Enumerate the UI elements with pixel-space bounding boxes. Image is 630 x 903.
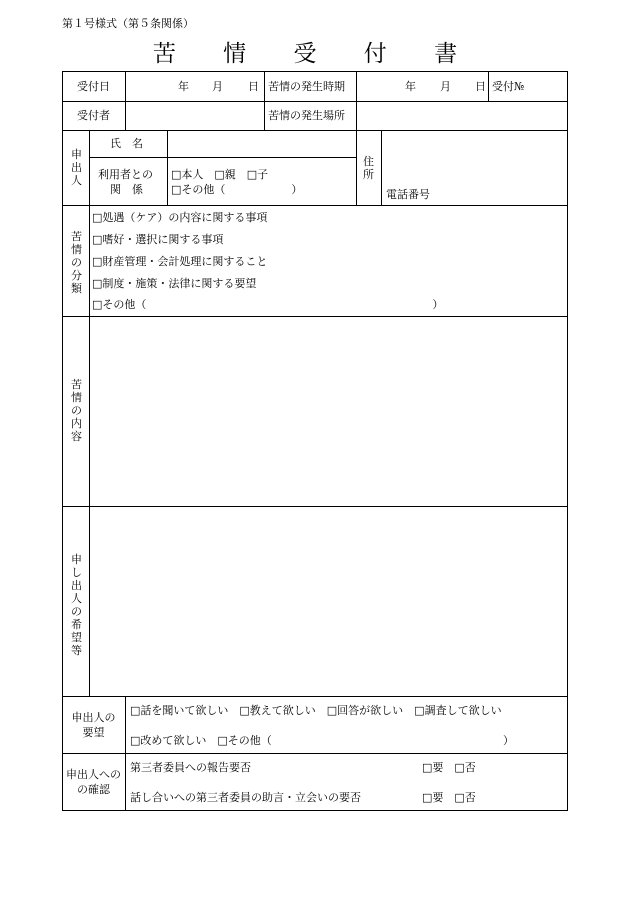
request-options-line-1: □話を聞いて欲しい □教えて欲しい □回答が欲しい □調査して欲しい bbox=[130, 704, 502, 717]
border-right bbox=[567, 71, 568, 810]
request-close-paren: ） bbox=[503, 734, 514, 747]
day-label: 日 bbox=[248, 80, 259, 93]
col-divider bbox=[356, 71, 357, 130]
name-label: 氏 名 bbox=[110, 137, 143, 150]
content-section-label: 苦情の内容 bbox=[71, 378, 82, 443]
occurrence-place-label: 苦情の発生場所 bbox=[268, 109, 345, 122]
content-field[interactable] bbox=[90, 317, 567, 506]
wishes-field[interactable] bbox=[90, 507, 567, 696]
relation-label: 利用者との bbox=[98, 168, 153, 181]
receiver-label: 受付者 bbox=[77, 109, 110, 122]
row-divider bbox=[62, 696, 568, 697]
phone-label: 電話番号 bbox=[386, 188, 430, 201]
month-label: 月 bbox=[212, 80, 223, 93]
reception-date-label: 受付日 bbox=[77, 80, 110, 93]
confirmation-question-2: 話し合いへの第三者委員の助言・立会いの要否 bbox=[130, 791, 361, 804]
col-divider bbox=[381, 130, 382, 205]
day-label: 日 bbox=[475, 80, 486, 93]
occurrence-time-label: 苦情の発生時期 bbox=[268, 80, 345, 93]
classification-section-label: 苦情の分類 bbox=[71, 230, 82, 295]
request-label: 申出人の bbox=[71, 711, 116, 724]
classification-item: □嗜好・選択に関する事項 bbox=[92, 233, 224, 246]
col-divider bbox=[264, 71, 265, 130]
applicant-section-label: 申出人 bbox=[71, 148, 82, 187]
border-bottom bbox=[62, 810, 568, 811]
confirmation-label: 申出人への bbox=[66, 768, 121, 781]
col-divider bbox=[125, 71, 126, 130]
relation-label: 関 係 bbox=[110, 183, 143, 196]
row-divider bbox=[62, 101, 568, 102]
relation-options: □本人 □親 □子 bbox=[171, 168, 269, 181]
month-label: 月 bbox=[440, 80, 451, 93]
col-divider bbox=[125, 696, 126, 810]
row-divider bbox=[62, 205, 568, 206]
row-divider bbox=[89, 157, 356, 158]
wishes-section-label: 申し出人の希望等 bbox=[71, 553, 82, 657]
page-title: 苦 情 受 付 書 bbox=[152, 41, 478, 67]
confirmation-question-1: 第三者委員への報告要否 bbox=[130, 761, 251, 774]
classification-item: □財産管理・会計処理に関すること bbox=[92, 255, 268, 268]
classification-item: □処遇（ケア）の内容に関する事項 bbox=[92, 211, 268, 224]
request-options-line-2: □改めて欲しい □その他（ bbox=[130, 734, 272, 747]
confirmation-label: の確認 bbox=[77, 783, 110, 796]
year-label: 年 bbox=[405, 80, 416, 93]
row-divider bbox=[62, 753, 568, 754]
classification-item: □制度・施策・法律に関する要望 bbox=[92, 277, 257, 290]
reception-no-label: 受付№ bbox=[492, 80, 525, 93]
classification-item: □その他（ ） bbox=[92, 298, 444, 311]
row-divider bbox=[62, 130, 568, 131]
border-top bbox=[62, 71, 568, 72]
col-divider bbox=[167, 130, 168, 205]
col-divider bbox=[488, 71, 489, 101]
col-divider bbox=[356, 130, 357, 205]
request-label: 要望 bbox=[82, 726, 105, 739]
form-number: 第１号様式（第５条関係） bbox=[62, 17, 194, 30]
border-left bbox=[62, 71, 63, 810]
confirmation-options-1: □要 □否 bbox=[422, 761, 476, 774]
confirmation-options-2: □要 □否 bbox=[422, 791, 476, 804]
year-label: 年 bbox=[178, 80, 189, 93]
address-label: 住所 bbox=[363, 155, 374, 181]
relation-options: □その他（ ） bbox=[171, 183, 303, 196]
